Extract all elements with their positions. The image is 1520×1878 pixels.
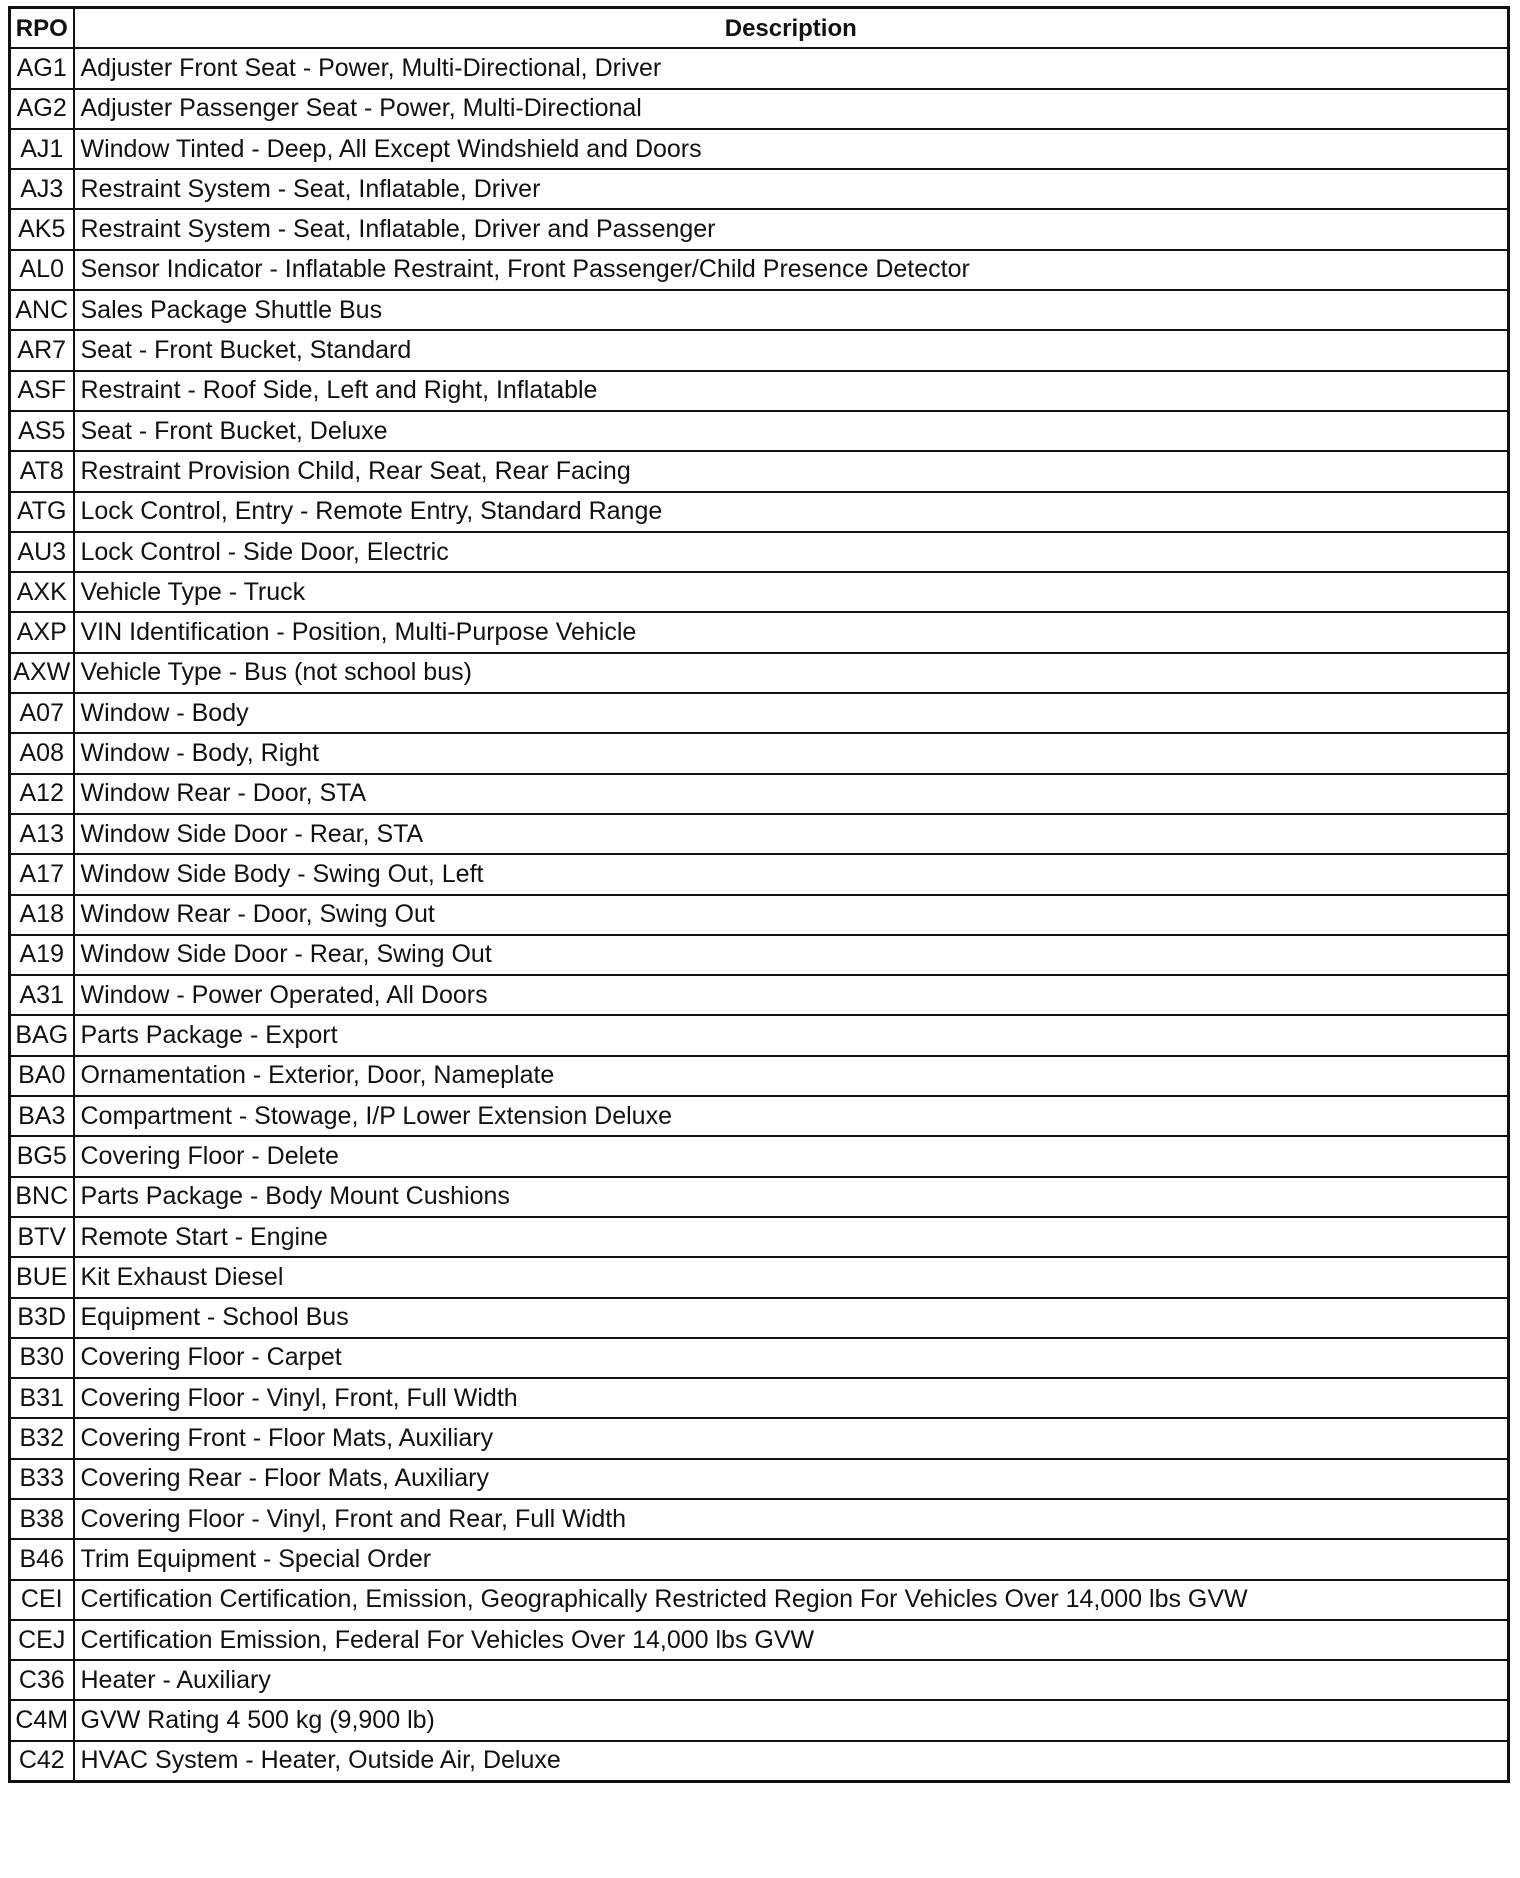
description-cell: Lock Control - Side Door, Electric [74, 532, 1509, 572]
rpo-code-cell: AR7 [10, 330, 74, 370]
table-row [10, 1378, 1509, 1418]
description-cell: Restraint System - Seat, Inflatable, Driver [74, 169, 1509, 209]
description-cell: Trim Equipment - Special Order [74, 1539, 1509, 1579]
rpo-code-table [8, 6, 1510, 1783]
rpo-code-cell: B30 [10, 1338, 74, 1378]
description-cell: Window - Body [74, 693, 1509, 733]
table-row [10, 169, 1509, 209]
rpo-code-cell: B38 [10, 1499, 74, 1539]
rpo-code-cell: A18 [10, 895, 74, 935]
table-row [10, 1136, 1509, 1176]
table-row [10, 1620, 1509, 1660]
table-row [10, 1700, 1509, 1740]
table-row [10, 330, 1509, 370]
table-row [10, 693, 1509, 733]
description-cell: Seat - Front Bucket, Deluxe [74, 411, 1509, 451]
rpo-code-cell: C42 [10, 1741, 74, 1782]
table-row [10, 492, 1509, 532]
table-row [10, 935, 1509, 975]
rpo-code-cell: B3D [10, 1298, 74, 1338]
table-row [10, 895, 1509, 935]
description-cell: Adjuster Passenger Seat - Power, Multi-Directional [74, 89, 1509, 129]
description-column-header: Description [74, 8, 1509, 49]
table-row [10, 1056, 1509, 1096]
rpo-code-cell: CEJ [10, 1620, 74, 1660]
rpo-code-cell: C4M [10, 1700, 74, 1740]
rpo-code-cell: BAG [10, 1015, 74, 1055]
description-cell: HVAC System - Heater, Outside Air, Deluxe [74, 1741, 1509, 1782]
rpo-code-cell: AL0 [10, 250, 74, 290]
description-cell: Vehicle Type - Bus (not school bus) [74, 653, 1509, 693]
table-row [10, 89, 1509, 129]
table-row [10, 250, 1509, 290]
description-cell: Covering Rear - Floor Mats, Auxiliary [74, 1459, 1509, 1499]
rpo-code-cell: A12 [10, 774, 74, 814]
rpo-column-header: RPO [10, 8, 74, 49]
description-cell: Compartment - Stowage, I/P Lower Extension Deluxe [74, 1096, 1509, 1136]
rpo-code-cell: A08 [10, 733, 74, 773]
table-row [10, 1418, 1509, 1458]
rpo-code-cell: A07 [10, 693, 74, 733]
description-cell: Kit Exhaust Diesel [74, 1257, 1509, 1297]
table-row [10, 532, 1509, 572]
rpo-code-cell: ATG [10, 492, 74, 532]
description-cell: Certification Emission, Federal For Vehicles Over 14,000 lbs GVW [74, 1620, 1509, 1660]
rpo-code-sheet [8, 6, 1510, 1783]
description-cell: Covering Floor - Carpet [74, 1338, 1509, 1378]
description-cell: Vehicle Type - Truck [74, 572, 1509, 612]
description-cell: Window Side Door - Rear, STA [74, 814, 1509, 854]
table-row [10, 612, 1509, 652]
rpo-code-cell: BNC [10, 1177, 74, 1217]
description-cell: Window Side Door - Rear, Swing Out [74, 935, 1509, 975]
description-cell: Parts Package - Body Mount Cushions [74, 1177, 1509, 1217]
rpo-code-cell: B46 [10, 1539, 74, 1579]
rpo-code-cell: BA3 [10, 1096, 74, 1136]
table-row [10, 1298, 1509, 1338]
description-cell: GVW Rating 4 500 kg (9,900 lb) [74, 1700, 1509, 1740]
table-row [10, 1499, 1509, 1539]
rpo-code-cell: B32 [10, 1418, 74, 1458]
table-row [10, 854, 1509, 894]
rpo-code-cell: AJ1 [10, 129, 74, 169]
table-row [10, 1177, 1509, 1217]
description-cell: Seat - Front Bucket, Standard [74, 330, 1509, 370]
table-row [10, 1580, 1509, 1620]
rpo-code-cell: A17 [10, 854, 74, 894]
table-header [10, 8, 1509, 49]
rpo-code-cell: B33 [10, 1459, 74, 1499]
rpo-code-cell: AU3 [10, 532, 74, 572]
table-row [10, 1217, 1509, 1257]
header-row [10, 8, 1509, 49]
description-cell: Window Rear - Door, STA [74, 774, 1509, 814]
description-cell: Ornamentation - Exterior, Door, Nameplate [74, 1056, 1509, 1096]
table-row [10, 451, 1509, 491]
description-cell: Window - Power Operated, All Doors [74, 975, 1509, 1015]
description-cell: Parts Package - Export [74, 1015, 1509, 1055]
description-cell: Restraint Provision Child, Rear Seat, Rear Facing [74, 451, 1509, 491]
table-row [10, 129, 1509, 169]
rpo-code-cell: AG2 [10, 89, 74, 129]
description-cell: Restraint System - Seat, Inflatable, Driver and Passenger [74, 209, 1509, 249]
table-row [10, 209, 1509, 249]
description-cell: Window - Body, Right [74, 733, 1509, 773]
description-cell: Lock Control, Entry - Remote Entry, Standard Range [74, 492, 1509, 532]
rpo-code-cell: A13 [10, 814, 74, 854]
rpo-code-cell: AS5 [10, 411, 74, 451]
table-row [10, 1459, 1509, 1499]
table-row [10, 1338, 1509, 1378]
rpo-code-cell: AXK [10, 572, 74, 612]
table-body [10, 48, 1509, 1781]
rpo-code-cell: BUE [10, 1257, 74, 1297]
table-row [10, 1257, 1509, 1297]
description-cell: Covering Floor - Vinyl, Front and Rear, Full Width [74, 1499, 1509, 1539]
table-row [10, 48, 1509, 88]
description-cell: Remote Start - Engine [74, 1217, 1509, 1257]
table-row [10, 411, 1509, 451]
rpo-code-cell: AK5 [10, 209, 74, 249]
description-cell: Equipment - School Bus [74, 1298, 1509, 1338]
description-cell: VIN Identification - Position, Multi-Purpose Vehicle [74, 612, 1509, 652]
rpo-code-cell: AXW [10, 653, 74, 693]
rpo-code-cell: BG5 [10, 1136, 74, 1176]
rpo-code-cell: ASF [10, 371, 74, 411]
description-cell: Covering Floor - Delete [74, 1136, 1509, 1176]
description-cell: Certification Certification, Emission, Geographically Restricted Region For Vehicles Over 14,000 lbs GVW [74, 1580, 1509, 1620]
rpo-code-cell: ANC [10, 290, 74, 330]
description-cell: Restraint - Roof Side, Left and Right, Inflatable [74, 371, 1509, 411]
table-row [10, 1015, 1509, 1055]
table-row [10, 733, 1509, 773]
rpo-code-cell: AT8 [10, 451, 74, 491]
rpo-code-cell: BTV [10, 1217, 74, 1257]
table-row [10, 975, 1509, 1015]
rpo-code-cell: A19 [10, 935, 74, 975]
table-row [10, 1660, 1509, 1700]
description-cell: Sales Package Shuttle Bus [74, 290, 1509, 330]
description-cell: Sensor Indicator - Inflatable Restraint, Front Passenger/Child Presence Detector [74, 250, 1509, 290]
table-row [10, 774, 1509, 814]
description-cell: Covering Front - Floor Mats, Auxiliary [74, 1418, 1509, 1458]
rpo-code-cell: AJ3 [10, 169, 74, 209]
description-cell: Adjuster Front Seat - Power, Multi-Directional, Driver [74, 48, 1509, 88]
table-row [10, 653, 1509, 693]
table-row [10, 1096, 1509, 1136]
rpo-code-cell: A31 [10, 975, 74, 1015]
rpo-code-cell: BA0 [10, 1056, 74, 1096]
description-cell: Window Tinted - Deep, All Except Windshield and Doors [74, 129, 1509, 169]
table-row [10, 814, 1509, 854]
rpo-code-cell: B31 [10, 1378, 74, 1418]
table-row [10, 1741, 1509, 1782]
rpo-code-cell: AG1 [10, 48, 74, 88]
description-cell: Covering Floor - Vinyl, Front, Full Width [74, 1378, 1509, 1418]
table-row [10, 572, 1509, 612]
table-row [10, 1539, 1509, 1579]
description-cell: Heater - Auxiliary [74, 1660, 1509, 1700]
table-row [10, 371, 1509, 411]
description-cell: Window Rear - Door, Swing Out [74, 895, 1509, 935]
rpo-code-cell: CEI [10, 1580, 74, 1620]
description-cell: Window Side Body - Swing Out, Left [74, 854, 1509, 894]
rpo-code-cell: C36 [10, 1660, 74, 1700]
rpo-code-cell: AXP [10, 612, 74, 652]
table-row [10, 290, 1509, 330]
